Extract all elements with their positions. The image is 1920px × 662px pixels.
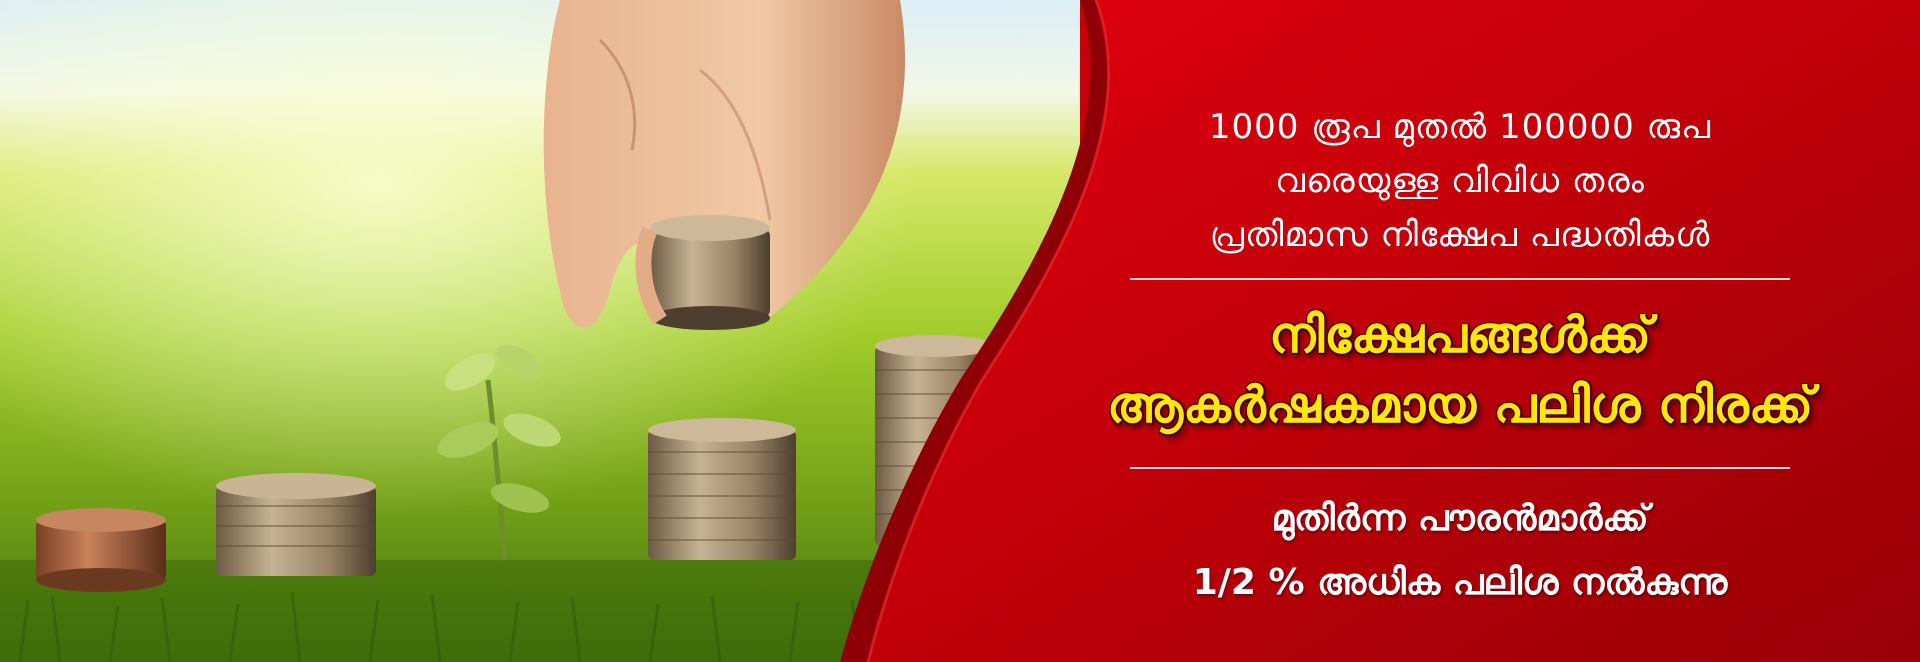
coin-stack-small (36, 508, 166, 592)
senior-line: 1/2 % അധിക പലിശ നൽകുന്നു (1192, 562, 1728, 603)
headline (1080, 300, 1840, 440)
coin-stack-tall (648, 418, 796, 560)
intro-line: വരെയുള്ള വിവിധ തരം (1275, 161, 1645, 201)
offer-text-panel (1080, 0, 1840, 662)
headline-line: നിക്ഷേപങ്ങൾക്ക് (1269, 306, 1651, 364)
senior-line: മുതിർന്ന പൗരൻമാർക്ക് (1271, 498, 1649, 539)
intro-line: പ്രതിമാസ നിക്ഷേപ പദ്ധതികൾ (1209, 215, 1711, 255)
divider-top (1130, 278, 1790, 280)
scheme-range-text (1080, 100, 1840, 262)
divider-bottom (1130, 467, 1790, 469)
coin-stack-medium (216, 473, 376, 576)
senior-citizen-offer (1080, 487, 1840, 615)
intro-line: 1000 രൂപ മുതൽ 100000 രുപ (1208, 107, 1712, 147)
headline-line: ആകർഷകമായ പലിശ നിരക്ക് (1106, 376, 1814, 434)
